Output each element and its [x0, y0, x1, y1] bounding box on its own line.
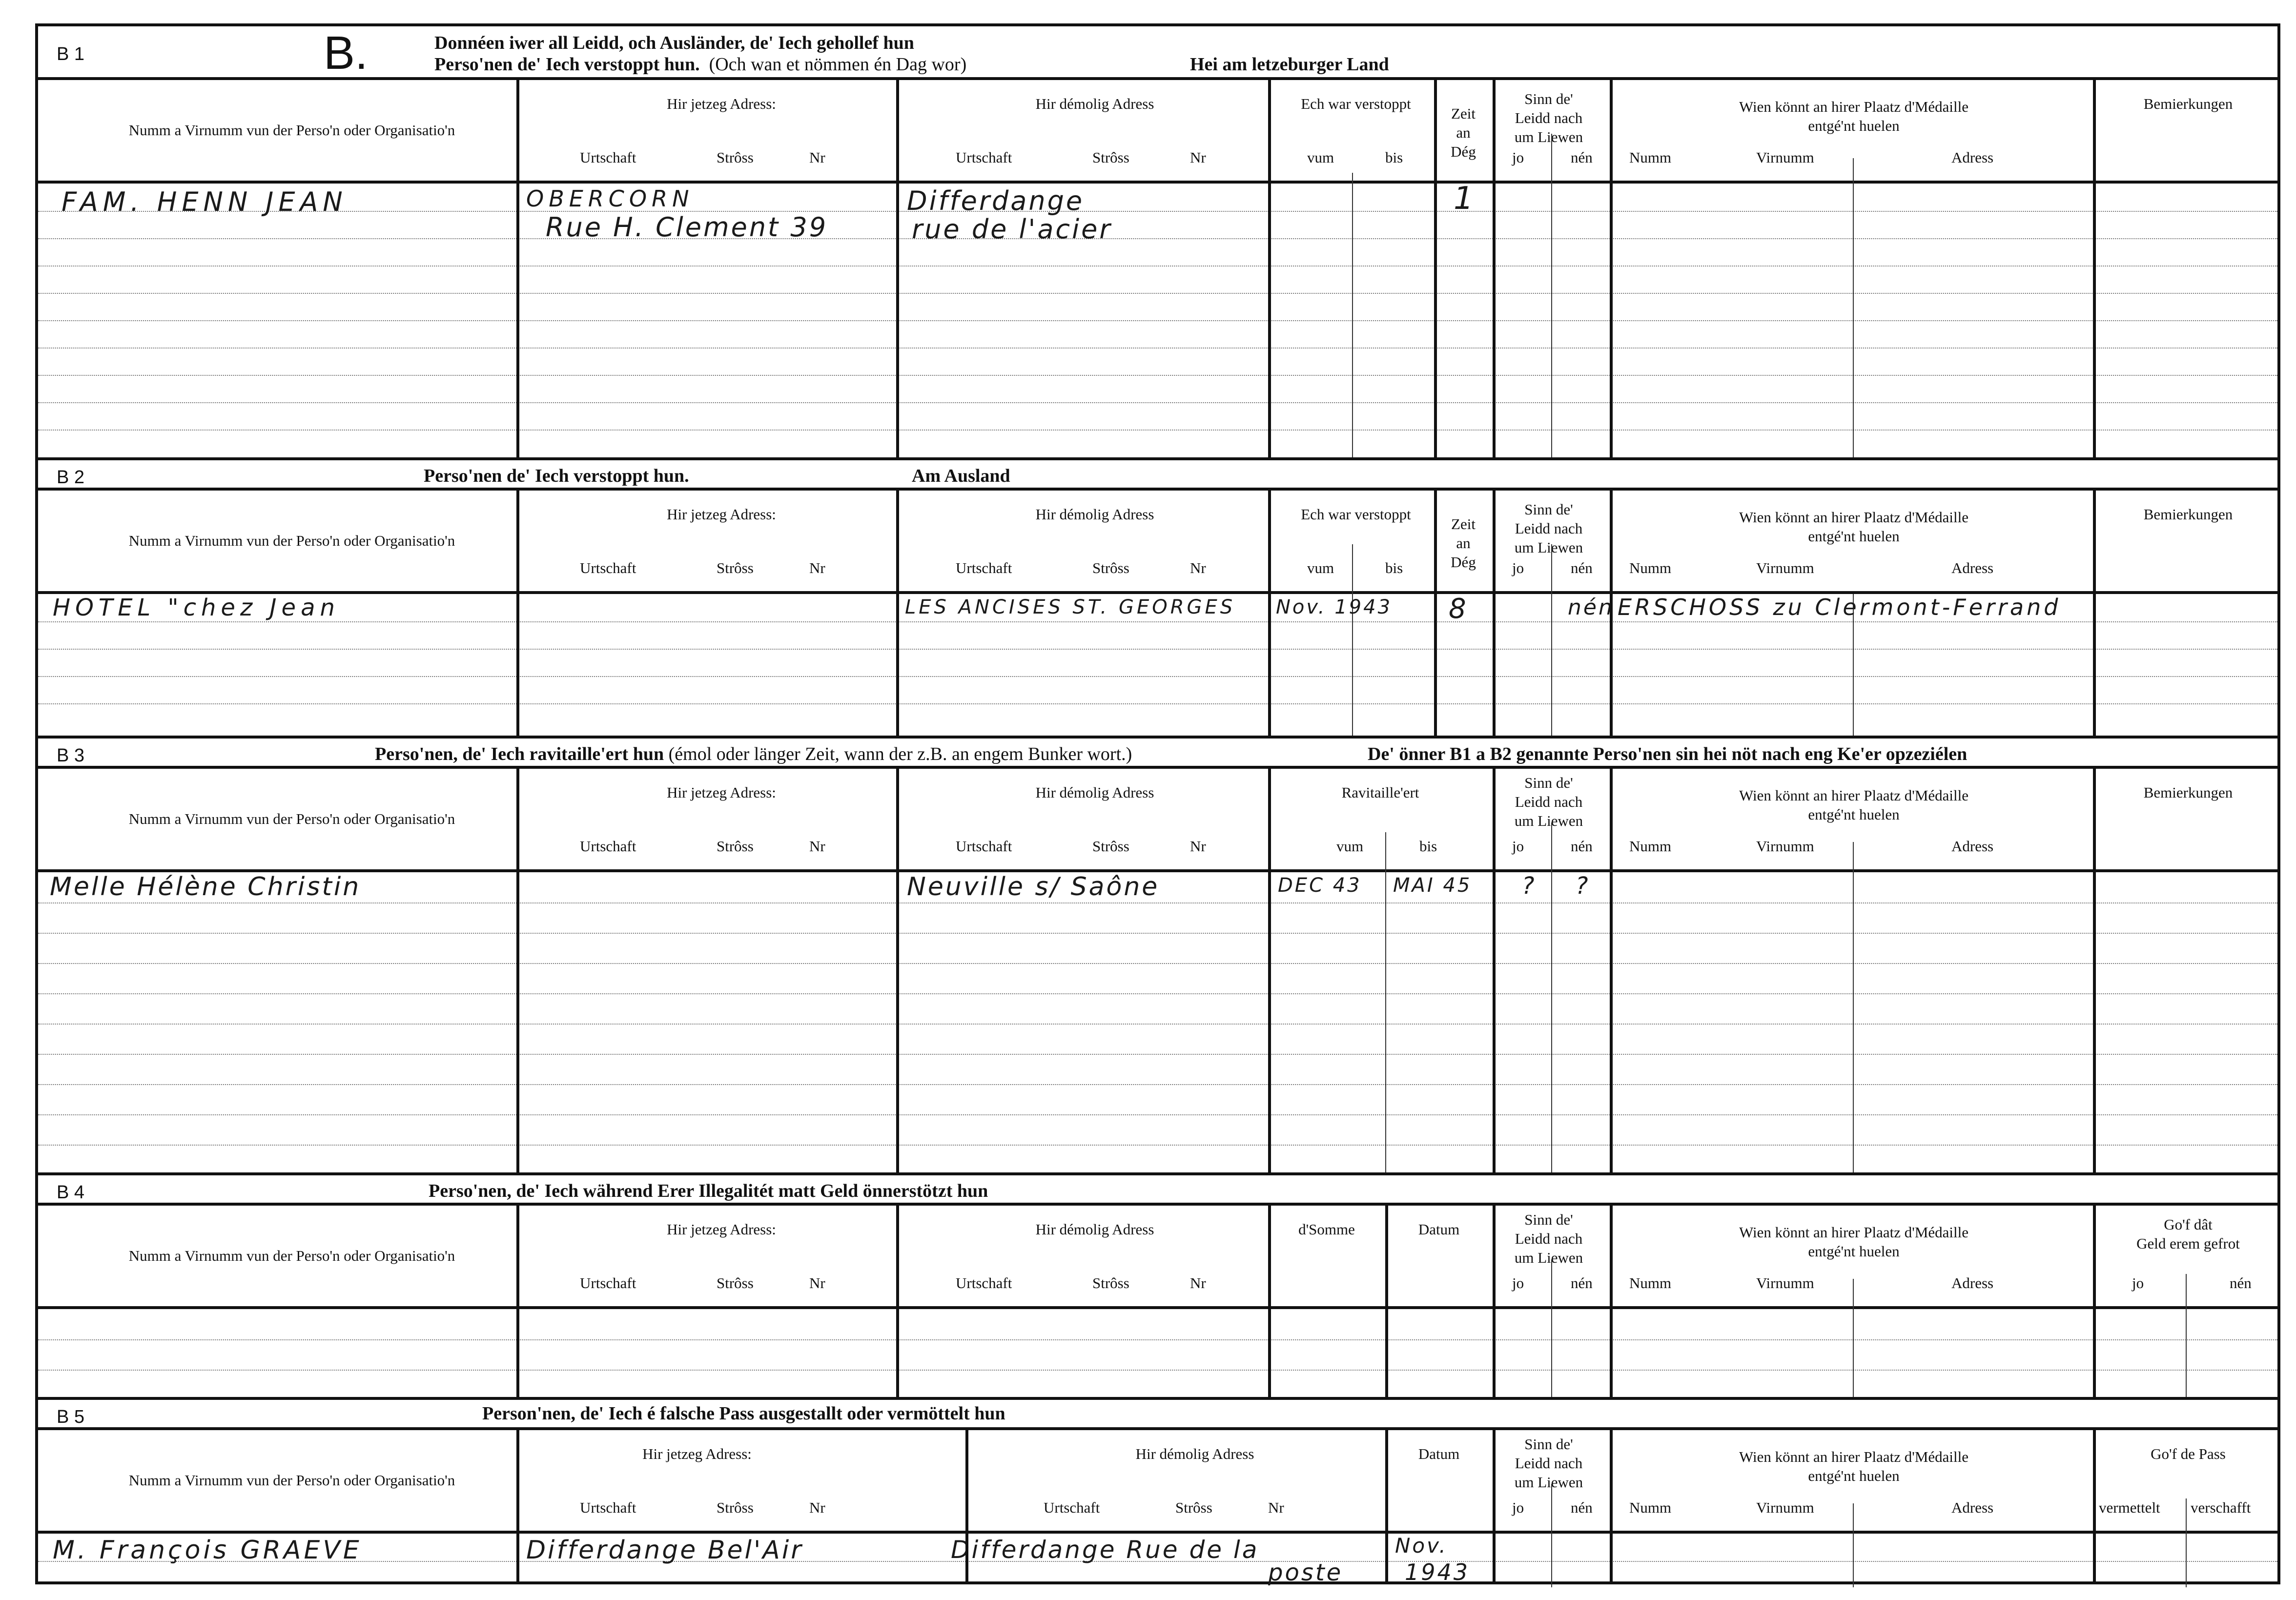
header-name: Numm a Virnumm vun der Perso'n oder Organisatio'n — [128, 122, 455, 139]
header-medal-address: Adress — [1951, 149, 1994, 166]
header-city: Urtschaft — [1044, 1499, 1100, 1516]
section-b3 — [38, 736, 2277, 1172]
header-medal-name: Numm — [1629, 149, 1672, 166]
header-from: vum — [1307, 149, 1334, 166]
header-medal: Wien könnt an hirer Plaatz d'Médaille entgé'nt huelen — [1739, 509, 1969, 545]
header-remarks: Bemierkungen — [2143, 784, 2233, 801]
header-no: nén — [1571, 1499, 1593, 1516]
header-date: Datum — [1418, 1221, 1460, 1238]
header-no: nén — [1571, 1274, 1593, 1292]
header-time: Zeit an Dég — [1451, 105, 1476, 160]
entry-name: HOTEL "chez Jean — [53, 594, 340, 621]
header-remarks: Bemierkungen — [2143, 506, 2233, 523]
header-current-address: Hir jetzeg Adress: — [667, 95, 776, 112]
header-no: nén — [1571, 838, 1593, 855]
header-former-address: Hir démolig Adress — [1035, 506, 1154, 523]
header-medal-address: Adress — [1951, 1499, 1994, 1516]
header-medal: Wien könnt an hirer Plaatz d'Médaille entgé'nt huelen — [1739, 1448, 1969, 1484]
section-title-line1: Donnéen iwer all Leidd, och Ausländer, de' Iech gehollef hun — [434, 33, 914, 53]
header-medal: Wien könnt an hirer Plaatz d'Médaille entgé'nt huelen — [1739, 787, 1969, 823]
header-nr: Nr — [809, 838, 825, 855]
header-alive: Sinn de' Leidd nach um Liewen — [1514, 1436, 1583, 1491]
header-medal-firstname: Virnumm — [1756, 1274, 1814, 1292]
header-current-address: Hir jetzeg Adress: — [642, 1445, 752, 1462]
header-street: Strôss — [1175, 1499, 1212, 1516]
header-date: Datum — [1418, 1445, 1460, 1462]
header-street: Strôss — [1092, 559, 1129, 576]
column-header — [38, 1430, 2277, 1534]
section-title-location: Hei am letzeburger Land — [1190, 54, 1389, 75]
section-b3-rows — [38, 872, 2277, 1175]
header-to: bis — [1385, 149, 1403, 166]
header-city: Urtschaft — [956, 1274, 1012, 1292]
header-yes: jo — [1512, 559, 1524, 576]
section-b5-title-bar — [38, 1400, 2277, 1430]
header-nr: Nr — [1190, 559, 1206, 576]
entry-from: DEC 43 — [1278, 874, 1362, 897]
entry-days: 1 — [1454, 181, 1476, 217]
header-medal-name: Numm — [1629, 559, 1672, 576]
header-yes: jo — [1512, 838, 1524, 855]
entry-date-month: Nov. — [1395, 1534, 1448, 1558]
header-city: Urtschaft — [956, 838, 1012, 855]
column-header — [38, 80, 2277, 184]
header-medal-firstname: Virnumm — [1756, 1499, 1814, 1516]
entry-from: Nov. 1943 — [1276, 596, 1393, 618]
header-yes: jo — [1512, 1499, 1524, 1516]
section-code: B 4 — [57, 1182, 85, 1203]
header-street: Strôss — [1092, 149, 1129, 166]
section-b4 — [38, 1172, 2277, 1397]
form-sheet — [35, 23, 2280, 1584]
header-city: Urtschaft — [580, 559, 636, 576]
header-period: Ech war verstoppt — [1301, 506, 1411, 523]
entry-alive-no: nén — [1568, 595, 1614, 620]
header-city: Urtschaft — [580, 838, 636, 855]
header-medal-address: Adress — [1951, 559, 1994, 576]
header-alive: Sinn de' Leidd nach um Liewen — [1514, 501, 1583, 556]
header-nr: Nr — [809, 1274, 825, 1292]
section-title-line2: Perso'nen de' Iech verstoppt hun. (Och wan et nömmen én Dag wor) — [434, 54, 967, 75]
header-street: Strôss — [717, 838, 754, 855]
header-nr: Nr — [1268, 1499, 1284, 1516]
entry-current-address-city: OBERCORN — [526, 185, 694, 212]
section-b2-rows — [38, 594, 2277, 738]
header-alive: Sinn de' Leidd nach um Liewen — [1514, 90, 1583, 145]
header-period: Ech war verstoppt — [1301, 95, 1411, 112]
entry-name: Melle Hélène Christin — [50, 872, 361, 902]
section-code: B 3 — [57, 745, 85, 766]
column-header — [38, 1206, 2277, 1309]
header-city: Urtschaft — [580, 1499, 636, 1516]
form-letter: B. — [324, 27, 368, 79]
header-city: Urtschaft — [580, 1274, 636, 1292]
section-title: Perso'nen, de' Iech ravitaille'ert hun (émol oder länger Zeit, wann der z.B. an engem Bunker wort.) — [375, 744, 1132, 764]
header-nr: Nr — [809, 1499, 825, 1516]
header-medal-firstname: Virnumm — [1756, 559, 1814, 576]
header-nr: Nr — [1190, 149, 1206, 166]
header-time: Zeit an Dég — [1451, 515, 1476, 571]
header-yes: jo — [1512, 149, 1524, 166]
section-title-note: De' önner B1 a B2 genannte Perso'nen sin hei nöt nach eng Ke'er opzeziélen — [1368, 744, 1968, 764]
section-title: Person'nen, de' Iech é falsche Pass ausgestallt oder vermöttelt hun — [482, 1403, 1005, 1424]
entry-to: MAI 45 — [1393, 874, 1472, 897]
header-current-address: Hir jetzeg Adress: — [667, 506, 776, 523]
entry-medal: ERSCHOSS zu Clermont-Ferrand — [1618, 594, 2061, 620]
header-current-address: Hir jetzeg Adress: — [667, 784, 776, 801]
entry-alive-no: ? — [1576, 872, 1590, 900]
entry-current-address-street: Rue H. Clement 39 — [546, 212, 828, 243]
header-no: nén — [1571, 149, 1593, 166]
section-b1 — [38, 26, 2277, 457]
header-issued: verschafft — [2191, 1499, 2251, 1516]
section-b4-title-bar — [38, 1175, 2277, 1206]
header-sum: d'Somme — [1298, 1221, 1355, 1238]
header-nr: Nr — [809, 149, 825, 166]
header-name: Numm a Virnumm vun der Perso'n oder Organisatio'n — [128, 1247, 455, 1264]
section-b3-title-bar — [38, 738, 2277, 769]
header-medal-name: Numm — [1629, 838, 1672, 855]
header-current-address: Hir jetzeg Adress: — [667, 1221, 776, 1238]
header-street: Strôss — [717, 1274, 754, 1292]
entry-former-address-street: poste — [1268, 1559, 1343, 1586]
header-nr: Nr — [1190, 1274, 1206, 1292]
entry-former-address: Differdange Rue de la — [951, 1536, 1259, 1564]
header-former-address: Hir démolig Adress — [1135, 1445, 1254, 1462]
header-city: Urtschaft — [956, 559, 1012, 576]
section-title: Perso'nen de' Iech verstoppt hun. — [424, 466, 689, 486]
entry-name: FAM. HENN JEAN — [62, 186, 348, 217]
entry-date-year: 1943 — [1405, 1559, 1470, 1585]
section-title: Perso'nen, de' Iech während Erer Illegalitét matt Geld önnerstötzt hun — [429, 1181, 988, 1201]
column-header — [38, 769, 2277, 872]
section-b1-rows — [38, 181, 2277, 457]
header-name: Numm a Virnumm vun der Perso'n oder Organisatio'n — [128, 1472, 455, 1489]
header-former-address: Hir démolig Adress — [1035, 784, 1154, 801]
header-nr: Nr — [1190, 838, 1206, 855]
section-b5-rows — [38, 1534, 2277, 1587]
entry-name: M. François GRAEVE — [53, 1536, 362, 1565]
header-to: bis — [1385, 559, 1403, 576]
section-title-location: Am Ausland — [912, 466, 1010, 486]
header-from: vum — [1336, 838, 1364, 855]
entry-former-address: LES ANCISES ST. GEORGES — [905, 596, 1236, 618]
column-header — [38, 491, 2277, 594]
header-money-returned: Go'f dât Geld erem gefrot — [2136, 1216, 2240, 1252]
header-no: nén — [1571, 559, 1593, 576]
header-alive: Sinn de' Leidd nach um Liewen — [1514, 774, 1583, 829]
header-medal-name: Numm — [1629, 1499, 1672, 1516]
header-supplied: Ravitaille'ert — [1341, 784, 1419, 801]
header-former-address: Hir démolig Adress — [1035, 1221, 1154, 1238]
header-name: Numm a Virnumm vun der Perso'n oder Organisatio'n — [128, 532, 455, 549]
entry-former-address: Neuville s/ Saône — [907, 872, 1160, 902]
section-b2-title-bar — [38, 460, 2277, 491]
entry-days: 8 — [1449, 593, 1468, 625]
header-nr: Nr — [809, 559, 825, 576]
header-mediated: vermettelt — [2099, 1499, 2160, 1516]
header-street: Strôss — [717, 149, 754, 166]
header-remarks: Bemierkungen — [2143, 95, 2233, 112]
entry-alive-yes: ? — [1522, 872, 1537, 900]
section-b5 — [38, 1397, 2277, 1584]
section-b1-title-bar — [38, 26, 2277, 80]
header-to: bis — [1419, 838, 1437, 855]
section-code: B 1 — [57, 44, 85, 64]
header-medal-name: Numm — [1629, 1274, 1672, 1292]
header-city: Urtschaft — [956, 149, 1012, 166]
section-code: B 5 — [57, 1407, 85, 1427]
section-b2 — [38, 457, 2277, 736]
header-pass-given: Go'f de Pass — [2151, 1445, 2226, 1462]
header-name: Numm a Virnumm vun der Perso'n oder Organisatio'n — [128, 810, 455, 827]
header-medal: Wien könnt an hirer Plaatz d'Médaille entgé'nt huelen — [1739, 1224, 1969, 1260]
header-street: Strôss — [717, 559, 754, 576]
header-from: vum — [1307, 559, 1334, 576]
header-city: Urtschaft — [580, 149, 636, 166]
section-b4-rows — [38, 1309, 2277, 1400]
header-medal-firstname: Virnumm — [1756, 838, 1814, 855]
header-street: Strôss — [717, 1499, 754, 1516]
entry-former-address-street: rue de l'acier — [912, 214, 1112, 245]
header-yes: jo — [2132, 1274, 2144, 1292]
header-no: nén — [2230, 1274, 2252, 1292]
entry-current-address: Differdange Bel'Air — [526, 1536, 803, 1565]
header-medal-firstname: Virnumm — [1756, 149, 1814, 166]
header-medal-address: Adress — [1951, 1274, 1994, 1292]
header-former-address: Hir démolig Adress — [1035, 95, 1154, 112]
header-medal: Wien könnt an hirer Plaatz d'Médaille entgé'nt huelen — [1739, 98, 1969, 134]
entry-former-address-city: Differdange — [907, 185, 1085, 216]
header-street: Strôss — [1092, 838, 1129, 855]
header-street: Strôss — [1092, 1274, 1129, 1292]
header-alive: Sinn de' Leidd nach um Liewen — [1514, 1211, 1583, 1266]
header-medal-address: Adress — [1951, 838, 1994, 855]
section-code: B 2 — [57, 467, 85, 488]
header-yes: jo — [1512, 1274, 1524, 1292]
